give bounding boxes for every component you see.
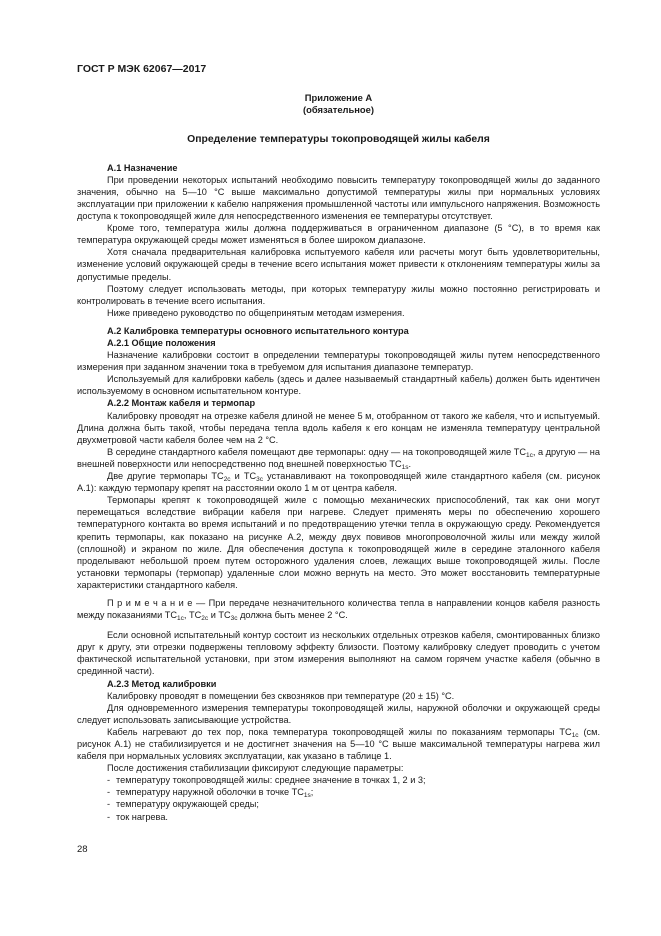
page-content (77, 92, 600, 823)
list-item: - температуру наружной оболочки в точке $ТС_{1s}$; (77, 786, 600, 798)
section-a23-heading: А.2.3 Метод калибровки (107, 678, 217, 689)
paragraph: Термопары крепят к токопроводящей жиле с помощью механических приспособлений, так как они могут перемещаться вследствие вибрации кабеля при нагреве. Следует применять меры по обеспечению хорошего температурного контакта во время испытаний и по предотвращению утечки тепла в окружающую среду. Рекомендуется крепить термопары, как показано на рисунке А.2, между двух повивов многопроволочной жилы или между жилой (сплошной) и экраном по жиле. Для обеспечения доступа к токопроводящей жиле в середине эталонного кабеля проделывают небольшой проем путем осторожного удаления слоев, лежащих выше токопроводящей жилы. После установки термопары (термопар) удаленные слои можно вернуть на место. Это может восстановить температурные характеристики стандартного кабеля. (77, 495, 600, 590)
parameter-list (77, 774, 600, 822)
paragraph: Калибровку проводят на отрезке кабеля длиной не менее 5 м, отобранном от такого же кабеля, что и испытуемый. Длина должна быть такой, чтобы передача тепла вдоль кабеля к его концам не изменяла температуру центральной двухметровой части кабеля более чем на 2 °С. (77, 410, 600, 445)
page-number: 28 (77, 844, 88, 855)
appendix-main-title: Определение температуры токопроводящей жилы кабеля (187, 133, 490, 145)
list-item: - температуру окружающей среды; (77, 798, 600, 810)
paragraph: Поэтому следует использовать методы, при которых температуру жилы можно постоянно регистрировать и контролировать в течение всего испытания. (77, 283, 600, 306)
paragraph: Используемый для калибровки кабель (здесь и далее называемый стандартный кабель) должен быть идентичен используемому в основном испытательном контуре. (77, 374, 600, 397)
paragraph: Калибровку проводят в помещении без сквозняков при температуре (20 ± 15) °С. (107, 690, 455, 701)
paragraph: Если основной испытательный контур состоит из нескольких отдельных отрезков кабеля, смонтированных близко друг к другу, эти отрезки подвержены тепловому эффекту близости. Поэтому калибровку следует проводить с учетом фактической испытательной установки, при этом измерения выполняют на самом горячем участке кабеля (обычно в срединной части). (77, 630, 600, 677)
standard-designation: ГОСТ Р МЭК 62067—2017 (77, 63, 207, 75)
paragraph: В середине стандартного кабеля помещают две термопары: одну — на токопроводящей жиле $ТС_{1с}$, а другую — на внешней поверхности или непосредственно под внешней поверхностью $ТС_{1s}$. (77, 446, 600, 471)
paragraph: Ниже приведено руководство по общепринятым методам измерения. (107, 307, 405, 318)
appendix-title: Приложение А (304, 92, 373, 103)
paragraph: Кроме того, температура жилы должна поддерживаться в ограниченном диапазоне (5 °С), в то время как температура окружающей среды может изменяться в более широком диапазоне. (77, 223, 600, 246)
note-label: П р и м е ч а н и е (107, 597, 193, 608)
paragraph: Назначение калибровки состоит в определении температуры токопроводящей жилы путем непосредственного измерения при заданном значении тока в требуемом для испытания диапазоне температур. (77, 350, 600, 373)
paragraph: При проведении некоторых испытаний необходимо повысить температуру токопроводящей жилы до заданного значения, обычно на 5—10 °С выше максимально допустимой температуры жилы при нормальных условиях эксплуатации при приложении к кабелю напряжения промышленной частоты или импульсного напряжения. Возможность доступа к токопроводящей жиле для непосредственного изменения ее температуры отсутствует. (77, 174, 600, 222)
paragraph: Кабель нагревают до тех пор, пока температура токопроводящей жилы по показаниям термопары $ТС_{1с}$ (см. рисунок А.1) не стабилизируется и не достигнет значения на 5—10 °С выше максимальной температуры нагрева жил кабеля при нормальных условиях эксплуатации, как указано в таблице 1. (77, 726, 601, 762)
section-a22-heading: А.2.2 Монтаж кабеля и термопар (107, 398, 256, 409)
paragraph: Две другие термопары $ТС_{2с}$ и $ТС_{3с}$ устанавливают на токопроводящей жиле стандартного кабеля (см. рисунок А.1): каждую термопару крепят на расстоянии около 1 м от центра кабеля. (77, 471, 600, 494)
list-item: - температуру токопроводящей жилы: среднее значение в точках 1, 2 и 3; (77, 774, 600, 786)
section-a2-heading: А.2 Калибровка температуры основного испытательного контура (107, 325, 409, 336)
section-a21-heading: А.2.1 Общие положения (107, 338, 216, 348)
paragraph: Для одновременного измерения температуры токопроводящей жилы, наружной оболочки и окружающей среды следует использовать записывающие устройства. (77, 702, 600, 725)
list-item: - ток нагрева. (77, 811, 600, 823)
paragraph: Хотя сначала предварительная калибровка испытуемого кабеля или расчеты могут быть удовлетворительны, изменение условий окружающей среды в течение всего испытания может привести к отклонениям температуры жилы за допустимые пределы. (77, 247, 600, 282)
section-a1-heading: А.1 Назначение (107, 162, 178, 173)
paragraph: После достижения стабилизации фиксируют следующие параметры: (107, 763, 404, 774)
note-paragraph: П р и м е ч а н и е — При передаче незначительного количества тепла в направлении концов кабеля разность между показаниями $ТС_{1с}$, $ТС_{2с}$ и $ТС_{3с}$ должна быть менее 2 °С. (77, 597, 600, 623)
appendix-status: (обязательное) (303, 104, 374, 116)
